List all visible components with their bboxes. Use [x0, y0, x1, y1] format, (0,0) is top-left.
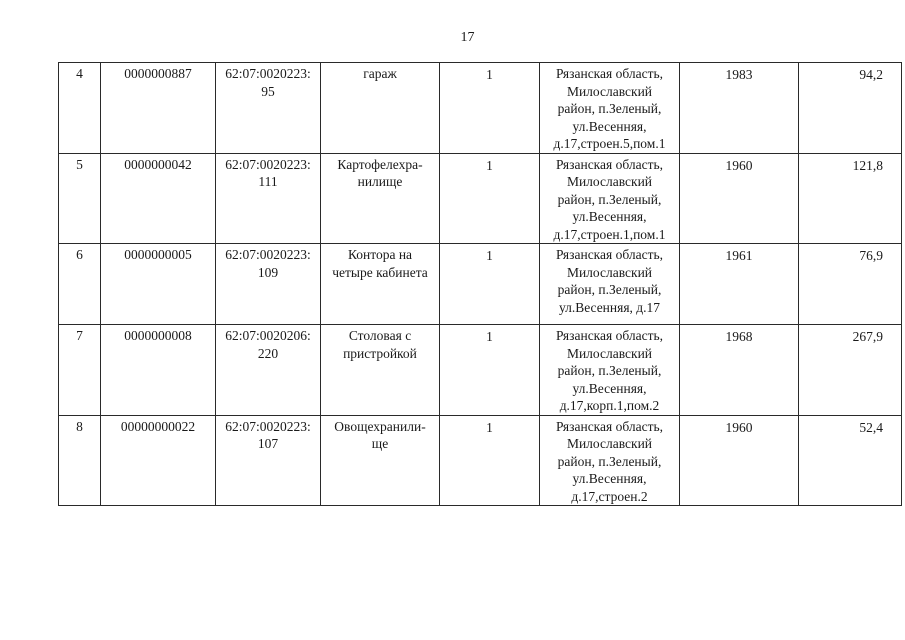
year-cell: 1961 [680, 244, 799, 325]
quantity-cell: 1 [440, 325, 540, 416]
object-name-cell [321, 325, 440, 416]
cadastral-line: 111 [258, 174, 278, 189]
cadastral-line: 107 [257, 436, 279, 451]
area-cell: 94,2 [799, 63, 902, 154]
address-line: ул.Весенняя, [572, 380, 647, 396]
cadastral-line: 62:07:0020223: [225, 247, 311, 262]
object-name-cell [321, 153, 440, 244]
row-number-cell: 5 [59, 153, 101, 244]
object-name-line: Контора на [347, 247, 413, 262]
cadastral-number-cell [216, 153, 321, 244]
object-name-line: ще [371, 436, 389, 451]
address-line: Рязанская область, [555, 247, 664, 262]
quantity-cell: 1 [440, 153, 540, 244]
year-cell: 1968 [680, 325, 799, 416]
address-line: Милославский [566, 345, 653, 361]
row-number-cell: 4 [59, 63, 101, 154]
address-line: Милославский [566, 174, 653, 189]
address-line: Милославский [566, 264, 653, 280]
table-body [59, 63, 902, 506]
address-line: Рязанская область, [555, 418, 664, 434]
year-cell: 1960 [680, 153, 799, 244]
cadastral-line: 62:07:0020223: [225, 418, 311, 434]
inventory-number-cell: 0000000042 [101, 153, 216, 244]
object-name-line: нилище [357, 174, 403, 189]
quantity-cell: 1 [440, 415, 540, 506]
address-cell [540, 63, 680, 154]
quantity-cell: 1 [440, 244, 540, 325]
table-row [59, 244, 902, 325]
inventory-number-cell: 00000000022 [101, 415, 216, 506]
address-line: Рязанская область, [555, 328, 664, 343]
cadastral-line: 62:07:0020223: [225, 66, 311, 81]
table-row [59, 415, 902, 506]
row-number-cell: 8 [59, 415, 101, 506]
area-cell: 52,4 [799, 415, 902, 506]
object-name-line: четыре кабинета [332, 264, 428, 280]
cadastral-line: 62:07:0020206: [225, 328, 311, 343]
year-cell: 1983 [680, 63, 799, 154]
address-line: Рязанская область, [555, 66, 664, 81]
address-line: Милославский [566, 83, 653, 99]
address-line: район, п.Зеленый, [557, 191, 662, 207]
cadastral-line: 62:07:0020223: [225, 156, 311, 172]
page-number: 17 [460, 30, 475, 45]
inventory-number-cell: 0000000887 [101, 63, 216, 154]
address-line: д.17,строен.1,пом.1 [553, 226, 666, 242]
year-cell: 1960 [680, 415, 799, 506]
address-line: ул.Весенняя, [572, 209, 647, 224]
address-line: ул.Весенняя, [572, 118, 647, 134]
cadastral-number-cell [216, 63, 321, 154]
address-cell [540, 415, 680, 506]
object-name-cell [321, 244, 440, 325]
address-cell [540, 153, 680, 244]
address-line: д.17,строен.5,пом.1 [553, 136, 666, 151]
property-registry-table [58, 62, 902, 506]
area-cell: 267,9 [799, 325, 902, 416]
cadastral-line: 220 [257, 345, 279, 361]
address-line: район, п.Зеленый, [557, 282, 662, 297]
address-line: Милославский [566, 436, 653, 451]
address-line: Рязанская область, [555, 156, 664, 172]
area-cell: 76,9 [799, 244, 902, 325]
cadastral-number-cell [216, 244, 321, 325]
object-name-line: пристройкой [343, 345, 417, 361]
cadastral-number-cell [216, 415, 321, 506]
object-name-cell [321, 63, 440, 154]
object-name-cell [321, 415, 440, 506]
cadastral-line: 109 [257, 264, 279, 280]
cadastral-number-cell [216, 325, 321, 416]
address-line: район, п.Зеленый, [557, 363, 662, 378]
address-line: ул.Весенняя, д.17 [558, 299, 661, 315]
address-cell [540, 325, 680, 416]
area-cell: 121,8 [799, 153, 902, 244]
inventory-number-cell: 0000000005 [101, 244, 216, 325]
quantity-cell: 1 [440, 63, 540, 154]
object-name-line: Столовая с [348, 328, 412, 343]
object-name-line: Овощехранили- [334, 418, 426, 434]
object-name-line: Картофелехра- [337, 156, 423, 172]
cadastral-line: 95 [261, 83, 275, 99]
row-number-cell: 7 [59, 325, 101, 416]
table-row [59, 63, 902, 154]
table-row [59, 325, 902, 416]
address-line: д.17,корп.1,пом.2 [559, 398, 660, 413]
address-cell [540, 244, 680, 325]
address-line: район, п.Зеленый, [557, 101, 662, 116]
inventory-number-cell: 0000000008 [101, 325, 216, 416]
object-name-line: гараж [363, 66, 397, 81]
table-row [59, 153, 902, 244]
address-line: район, п.Зеленый, [557, 453, 662, 469]
row-number-cell: 6 [59, 244, 101, 325]
address-line: ул.Весенняя, [572, 471, 647, 486]
address-line: д.17,строен.2 [571, 488, 648, 504]
